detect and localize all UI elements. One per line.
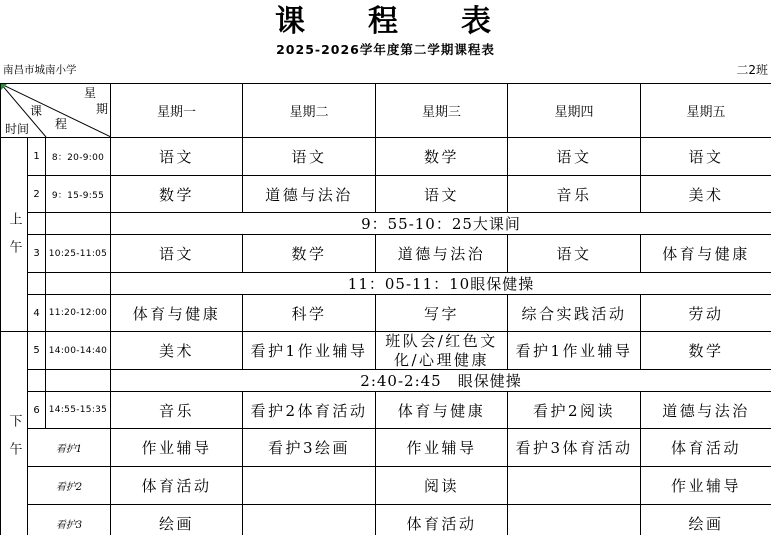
care-label-1: 看护1	[28, 429, 111, 467]
cell-wed-care3: 体育活动	[376, 505, 508, 535]
timetable-grid	[0, 83, 771, 535]
period-row-1	[1, 138, 771, 176]
period-number-3: 3	[28, 235, 46, 273]
cell-wed-p5	[376, 332, 508, 370]
corner-label-time: 时间	[5, 122, 30, 136]
cell-fri-p4: 劳动	[641, 295, 771, 332]
care-label-2: 看护2	[28, 467, 111, 505]
cell-thu-p4: 综合实践活动	[508, 295, 641, 332]
cell-thu-care3	[508, 505, 641, 535]
cell-mon-p4: 体育与健康	[111, 295, 243, 332]
cell-fri-care2: 作业辅导	[641, 467, 771, 505]
break-blank-time	[46, 273, 111, 295]
cell-fri-p2: 美术	[641, 176, 771, 213]
weekday-header-tue: 星期二	[243, 84, 376, 138]
cell-thu-p6: 看护2阅读	[508, 392, 641, 429]
break-blank-number	[28, 370, 46, 392]
weekday-header-fri: 星期五	[641, 84, 771, 138]
period-number-1: 1	[28, 138, 46, 176]
period-time-2: 9：15-9:55	[46, 176, 111, 213]
period-time-6: 14:55-15:35	[46, 392, 111, 429]
care-row-2	[1, 467, 771, 505]
period-row-4	[1, 295, 771, 332]
diagonal-header-box	[1, 84, 111, 137]
cell-mon-p6: 音乐	[111, 392, 243, 429]
corner-label-xing: 星	[84, 86, 97, 100]
cell-mon-care1: 作业辅导	[111, 429, 243, 467]
cell-wed-p6: 体育与健康	[376, 392, 508, 429]
weekday-header-thu: 星期四	[508, 84, 641, 138]
corner-label-cheng: 程	[55, 117, 68, 131]
comment-marker-icon	[1, 84, 7, 90]
afternoon-session-label: 下午	[6, 414, 22, 470]
cell-thu-p3: 语文	[508, 235, 641, 273]
morning-session-cell	[1, 138, 28, 332]
cell-mon-care2: 体育活动	[111, 467, 243, 505]
break-big-recess: 9：55-10：25大课间	[111, 213, 771, 235]
cell-thu-care1: 看护3体育活动	[508, 429, 641, 467]
cell-wed-p3: 道德与法治	[376, 235, 508, 273]
break-row-3	[1, 370, 771, 392]
cell-fri-p3: 体育与健康	[641, 235, 771, 273]
cell-tue-care3	[243, 505, 376, 535]
break-blank-time	[46, 370, 111, 392]
morning-session-label: 上午	[6, 212, 22, 268]
period-number-4: 4	[28, 295, 46, 332]
school-name: 南昌市城南小学	[3, 64, 77, 76]
break-row-1	[1, 213, 771, 235]
header-row	[1, 84, 771, 138]
period-time-1: 8：20-9:00	[46, 138, 111, 176]
cell-tue-p2: 道德与法治	[243, 176, 376, 213]
period-time-4: 11:20-12:00	[46, 295, 111, 332]
cell-tue-p5: 看护1作业辅导	[243, 332, 376, 370]
cell-mon-care3: 绘画	[111, 505, 243, 535]
weekday-header-mon: 星期一	[111, 84, 243, 138]
cell-tue-care1: 看护3绘画	[243, 429, 376, 467]
diagonal-header-cell	[1, 84, 111, 138]
period-number-6: 6	[28, 392, 46, 429]
page-title: 课程表	[275, 4, 554, 39]
cell-thu-care2	[508, 467, 641, 505]
care-label-3: 看护3	[28, 505, 111, 535]
period-time-5: 14:00-14:40	[46, 332, 111, 370]
cell-thu-p2: 音乐	[508, 176, 641, 213]
cell-wed-care1: 作业辅导	[376, 429, 508, 467]
cell-wed-p2: 语文	[376, 176, 508, 213]
weekday-header-wed: 星期三	[376, 84, 508, 138]
cell-fri-care1: 体育活动	[641, 429, 771, 467]
period-row-5	[1, 332, 771, 370]
break-eye-exercise-pm: 2:40-2:45 眼保健操	[111, 370, 771, 392]
period-time-3: 10:25-11:05	[46, 235, 111, 273]
cell-tue-p1: 语文	[243, 138, 376, 176]
cell-wed-p5-text: 班队会/红色文化/心理健康	[385, 332, 498, 369]
cell-tue-p4: 科学	[243, 295, 376, 332]
cell-fri-p1: 语文	[641, 138, 771, 176]
period-row-3	[1, 235, 771, 273]
cell-tue-p6: 看护2体育活动	[243, 392, 376, 429]
cell-mon-p2: 数学	[111, 176, 243, 213]
page-subtitle: 2025-2026学年度第二学期课程表	[276, 42, 495, 57]
cell-mon-p3: 语文	[111, 235, 243, 273]
period-row-2	[1, 176, 771, 213]
cell-fri-p6: 道德与法治	[641, 392, 771, 429]
break-row-2	[1, 273, 771, 295]
cell-mon-p1: 语文	[111, 138, 243, 176]
cell-fri-p5: 数学	[641, 332, 771, 370]
cell-thu-p5: 看护1作业辅导	[508, 332, 641, 370]
break-eye-exercise-am: 11：05-11：10眼保健操	[111, 273, 771, 295]
care-row-3	[1, 505, 771, 535]
cell-wed-p1: 数学	[376, 138, 508, 176]
cell-wed-care2: 阅读	[376, 467, 508, 505]
cell-thu-p1: 语文	[508, 138, 641, 176]
period-row-6	[1, 392, 771, 429]
break-blank-number	[28, 213, 46, 235]
cell-tue-p3: 数学	[243, 235, 376, 273]
cell-wed-p4: 写字	[376, 295, 508, 332]
corner-label-ke: 课	[30, 104, 43, 118]
afternoon-session-cell	[1, 332, 28, 535]
class-name: 二2班	[736, 63, 768, 77]
break-blank-time	[46, 213, 111, 235]
cell-fri-care3: 绘画	[641, 505, 771, 535]
care-row-1	[1, 429, 771, 467]
cell-tue-care2	[243, 467, 376, 505]
cell-mon-p5: 美术	[111, 332, 243, 370]
break-blank-number	[28, 273, 46, 295]
period-number-2: 2	[28, 176, 46, 213]
period-number-5: 5	[28, 332, 46, 370]
corner-label-qi: 期	[96, 102, 109, 116]
